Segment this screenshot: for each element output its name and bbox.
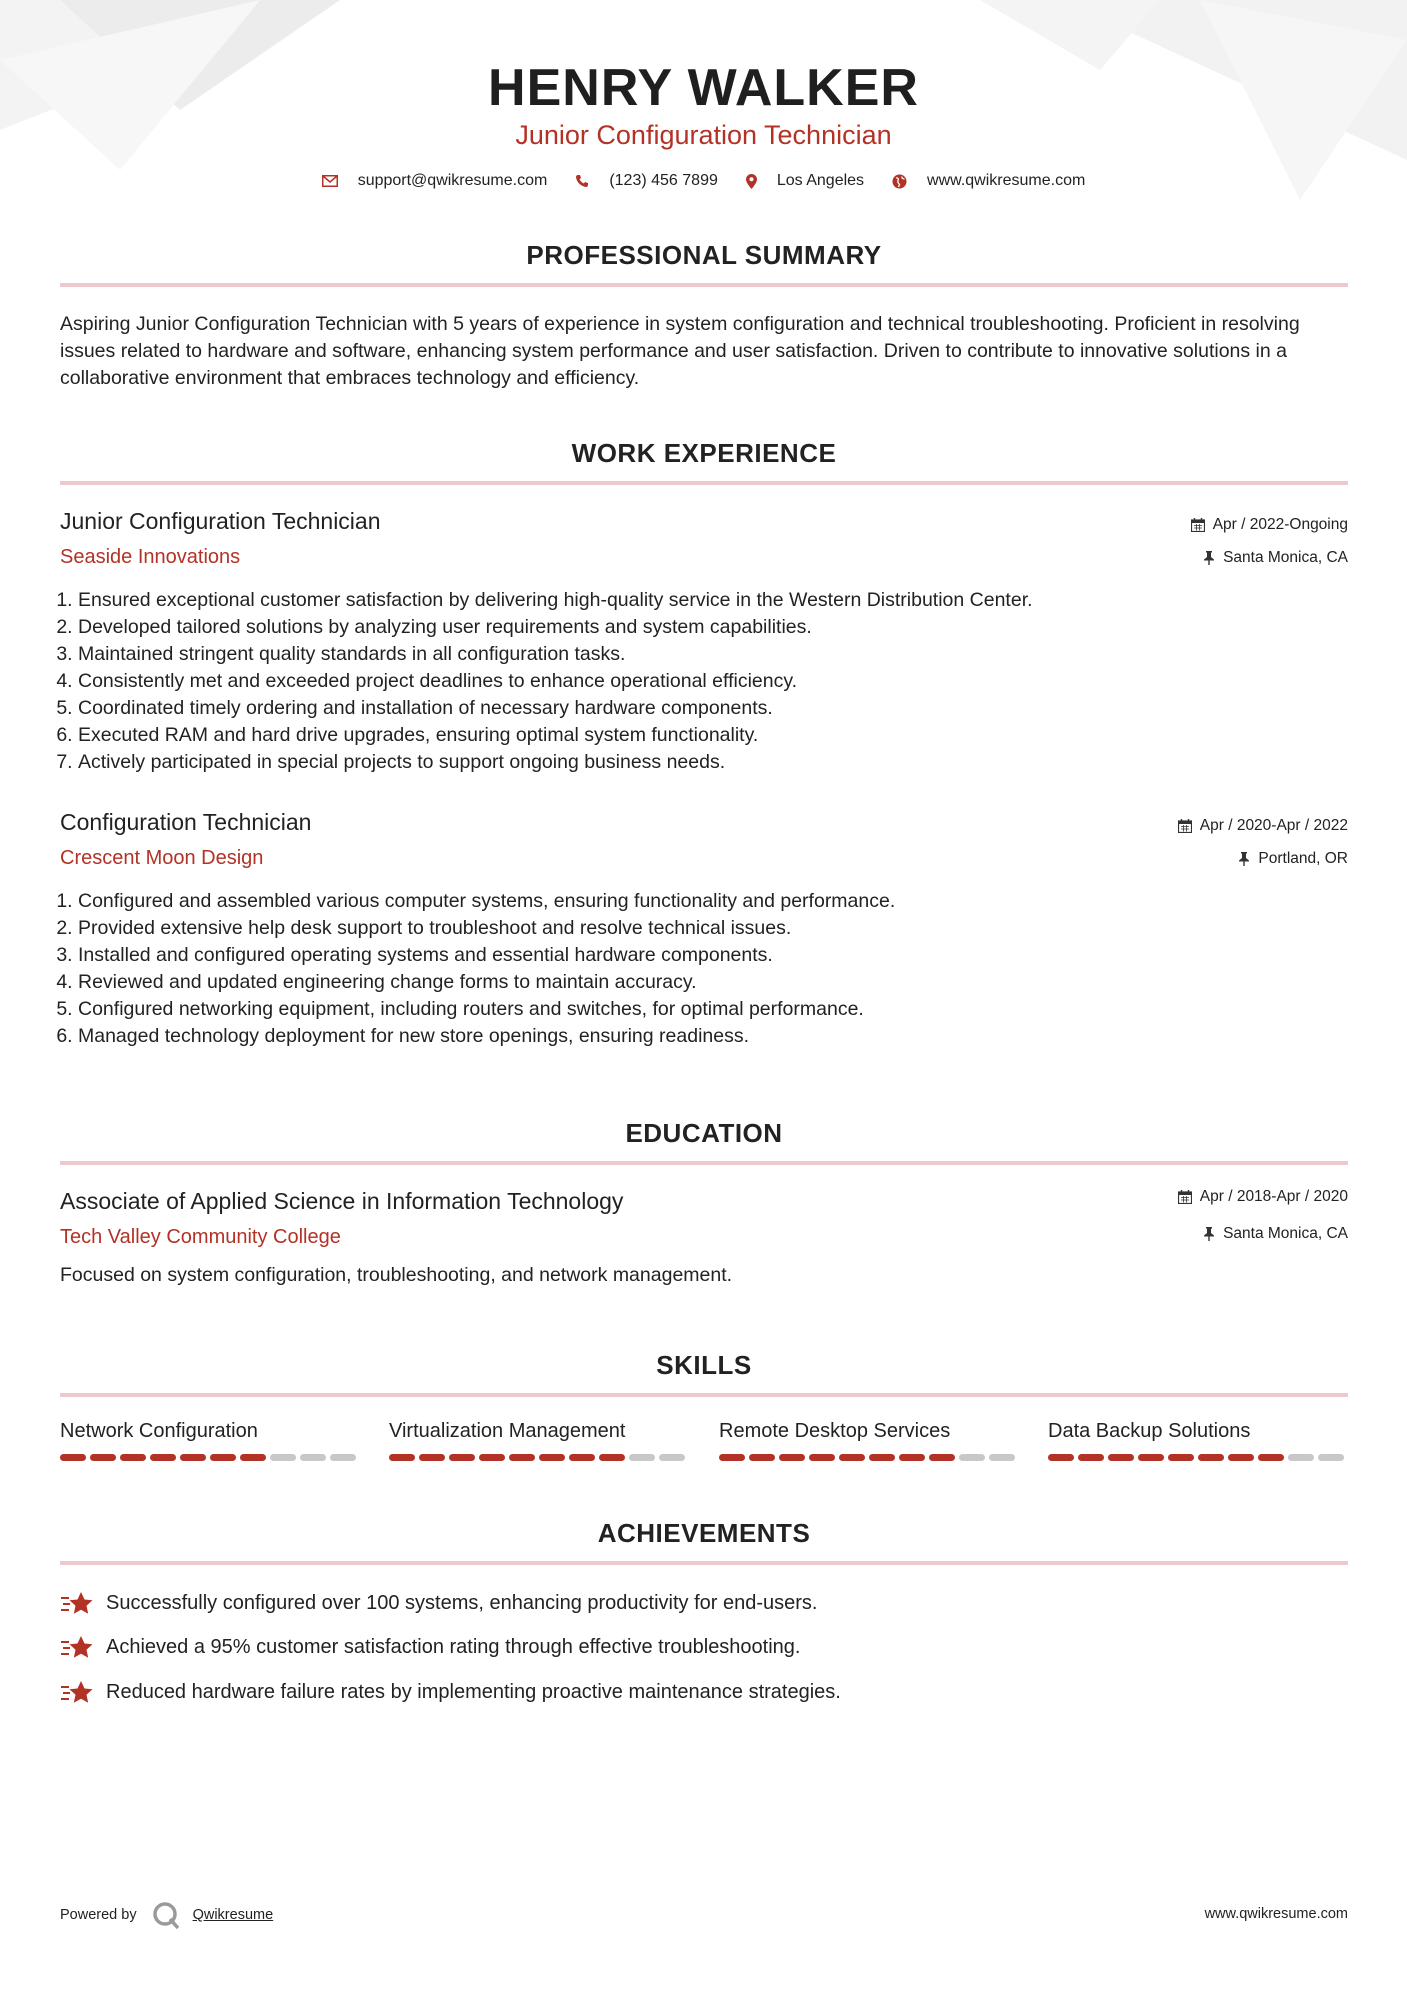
envelope-icon — [322, 175, 338, 187]
website-text: www.qwikresume.com — [927, 172, 1086, 189]
degree-title: Associate of Applied Science in Information Technology — [60, 1188, 624, 1214]
calendar-icon — [1191, 518, 1205, 532]
company-name: Crescent Moon Design — [60, 847, 264, 869]
skill-name: Remote Desktop Services — [719, 1420, 951, 1442]
achievement-item — [60, 1590, 817, 1616]
job-responsibilities — [60, 587, 1310, 776]
location-text: Los Angeles — [776, 172, 865, 189]
pushpin-icon — [1203, 1227, 1215, 1241]
skill-segment-filled — [1078, 1454, 1104, 1461]
achievement-text: Reduced hardware failure rates by implementing proactive maintenance strategies. — [106, 1680, 841, 1703]
candidate-name: HENRY WALKER — [488, 59, 919, 117]
skill-segment-filled — [599, 1454, 625, 1461]
job-responsibilities — [60, 888, 1310, 1050]
list-item: 3. Installed and configured operating systems and essential hardware components. — [78, 942, 1310, 969]
skill-segment-filled — [1198, 1454, 1224, 1461]
skill-segment-filled — [929, 1454, 955, 1461]
school-name: Tech Valley Community College — [60, 1226, 341, 1248]
skill-level-bar — [389, 1454, 689, 1461]
achievement-item — [60, 1634, 800, 1660]
skill-segment-filled — [150, 1454, 176, 1461]
skill-segment-filled — [509, 1454, 535, 1461]
skill-segment-filled — [120, 1454, 146, 1461]
list-item: 3. Maintained stringent quality standards in all configuration tasks. — [78, 641, 1310, 668]
globe-icon — [892, 174, 907, 189]
qwikresume-logo-icon — [151, 1900, 181, 1930]
skill-item — [719, 1420, 1019, 1461]
skill-level-bar — [719, 1454, 1019, 1461]
email-text: support@qwikresume.com — [357, 172, 548, 189]
contact-website[interactable] — [892, 172, 1085, 190]
skill-segment-filled — [1138, 1454, 1164, 1461]
achievements-heading: ACHIEVEMENTS — [597, 1518, 811, 1548]
experience-divider — [60, 481, 1348, 485]
job-title: Junior Configuration Technician — [60, 508, 381, 534]
star-icon — [60, 1679, 94, 1705]
skill-segment-empty — [1288, 1454, 1314, 1461]
skill-segment-filled — [779, 1454, 805, 1461]
skill-name: Network Configuration — [60, 1420, 258, 1442]
job-dates — [1178, 817, 1348, 835]
calendar-icon — [1178, 1190, 1192, 1204]
education-location — [1203, 1225, 1348, 1243]
skill-item — [389, 1420, 689, 1461]
brand-link[interactable]: Qwikresume — [192, 1907, 274, 1923]
star-icon — [60, 1590, 94, 1616]
job-dates-text: Apr / 2020-Apr / 2022 — [1199, 817, 1348, 834]
skill-name: Data Backup Solutions — [1048, 1420, 1251, 1442]
skill-segment-filled — [899, 1454, 925, 1461]
skill-segment-filled — [60, 1454, 86, 1461]
list-item: 2. Developed tailored solutions by analyzing user requirements and system capabilities. — [78, 614, 1310, 641]
achievement-item — [60, 1679, 841, 1705]
education-dates — [1178, 1188, 1348, 1206]
skill-segment-empty — [300, 1454, 326, 1461]
job-location — [1203, 549, 1348, 567]
skill-segment-filled — [839, 1454, 865, 1461]
summary-divider — [60, 283, 1348, 287]
contact-email[interactable] — [322, 172, 548, 190]
skill-level-bar — [60, 1454, 360, 1461]
skill-segment-filled — [1258, 1454, 1284, 1461]
footer-powered-by — [60, 1900, 273, 1930]
skill-item — [1048, 1420, 1348, 1461]
company-name: Seaside Innovations — [60, 546, 241, 568]
phone-text: (123) 456 7899 — [609, 172, 718, 189]
skill-segment-filled — [809, 1454, 835, 1461]
skill-segment-empty — [959, 1454, 985, 1461]
list-item: 7. Actively participated in special projects to support ongoing business needs. — [78, 749, 1310, 776]
job-location-text: Portland, OR — [1258, 850, 1348, 867]
map-pin-icon — [746, 174, 757, 189]
skills-heading: SKILLS — [656, 1350, 752, 1380]
list-item: 6. Executed RAM and hard drive upgrades, ensuring optimal system functionality. — [78, 722, 1310, 749]
skill-segment-filled — [1228, 1454, 1254, 1461]
summary-text: Aspiring Junior Configuration Technician with 5 years of experience in system configuration and technical troubleshooting. Proficient in resolving issues related to hardware and software, enhancing system performance and user satisfaction. Driven to contribute to innovative solutions in a collaborative environment that embraces technology and efficiency. — [60, 313, 1300, 389]
list-item: 5. Configured networking equipment, including routers and switches, for optimal performance. — [78, 996, 1310, 1023]
skill-segment-filled — [389, 1454, 415, 1461]
skill-segment-filled — [180, 1454, 206, 1461]
job-title: Configuration Technician — [60, 809, 312, 835]
skill-segment-empty — [659, 1454, 685, 1461]
list-item: 4. Reviewed and updated engineering change forms to maintain accuracy. — [78, 969, 1310, 996]
skill-segment-empty — [270, 1454, 296, 1461]
skill-segment-empty — [629, 1454, 655, 1461]
education-description: Focused on system configuration, troubleshooting, and network management. — [60, 1264, 733, 1286]
contact-location — [746, 172, 864, 190]
calendar-icon — [1178, 819, 1192, 833]
skill-segment-filled — [210, 1454, 236, 1461]
star-icon — [60, 1634, 94, 1660]
skill-segment-filled — [1048, 1454, 1074, 1461]
achievement-text: Achieved a 95% customer satisfaction rating through effective troubleshooting. — [106, 1635, 801, 1658]
summary-heading: PROFESSIONAL SUMMARY — [526, 240, 882, 270]
list-item: 1. Ensured exceptional customer satisfaction by delivering high-quality service in the Western Distribution Center. — [78, 587, 1310, 614]
skill-segment-empty — [989, 1454, 1015, 1461]
skills-divider — [60, 1393, 1348, 1397]
skill-segment-filled — [240, 1454, 266, 1461]
skill-segment-filled — [749, 1454, 775, 1461]
contact-phone[interactable] — [575, 172, 718, 190]
education-location-text: Santa Monica, CA — [1223, 1225, 1348, 1242]
powered-by-label: Powered by — [60, 1907, 137, 1923]
experience-heading: WORK EXPERIENCE — [571, 438, 837, 468]
list-item: 5. Coordinated timely ordering and installation of necessary hardware components. — [78, 695, 1310, 722]
job-dates — [1191, 516, 1348, 534]
job-location — [1238, 850, 1348, 868]
skill-segment-filled — [90, 1454, 116, 1461]
skill-level-bar — [1048, 1454, 1348, 1461]
skill-segment-filled — [719, 1454, 745, 1461]
skill-segment-filled — [479, 1454, 505, 1461]
list-item: 4. Consistently met and exceeded project deadlines to enhance operational efficiency. — [78, 668, 1310, 695]
skill-segment-filled — [1168, 1454, 1194, 1461]
achievements-divider — [60, 1561, 1348, 1565]
education-dates-text: Apr / 2018-Apr / 2020 — [1199, 1188, 1348, 1205]
list-item: 1. Configured and assembled various computer systems, ensuring functionality and performance. — [78, 888, 1310, 915]
education-heading: EDUCATION — [625, 1118, 783, 1148]
job-location-text: Santa Monica, CA — [1223, 549, 1348, 566]
contact-row — [0, 172, 1407, 190]
skill-segment-filled — [419, 1454, 445, 1461]
skill-item — [60, 1420, 360, 1461]
footer-website-link[interactable]: www.qwikresume.com — [1204, 1906, 1348, 1922]
skill-name: Virtualization Management — [389, 1420, 626, 1442]
phone-icon — [575, 174, 589, 188]
achievement-text: Successfully configured over 100 systems, enhancing productivity for end-users. — [106, 1591, 818, 1614]
education-divider — [60, 1161, 1348, 1165]
job-dates-text: Apr / 2022-Ongoing — [1212, 516, 1348, 533]
list-item: 2. Provided extensive help desk support to troubleshoot and resolve technical issues. — [78, 915, 1310, 942]
list-item: 6. Managed technology deployment for new store openings, ensuring readiness. — [78, 1023, 1310, 1050]
skill-segment-filled — [539, 1454, 565, 1461]
skill-segment-filled — [1108, 1454, 1134, 1461]
skill-segment-empty — [1318, 1454, 1344, 1461]
skill-segment-filled — [569, 1454, 595, 1461]
skill-segment-filled — [449, 1454, 475, 1461]
pushpin-icon — [1203, 551, 1215, 565]
pushpin-icon — [1238, 852, 1250, 866]
candidate-title: Junior Configuration Technician — [515, 120, 892, 150]
skill-segment-filled — [869, 1454, 895, 1461]
skill-segment-empty — [330, 1454, 356, 1461]
